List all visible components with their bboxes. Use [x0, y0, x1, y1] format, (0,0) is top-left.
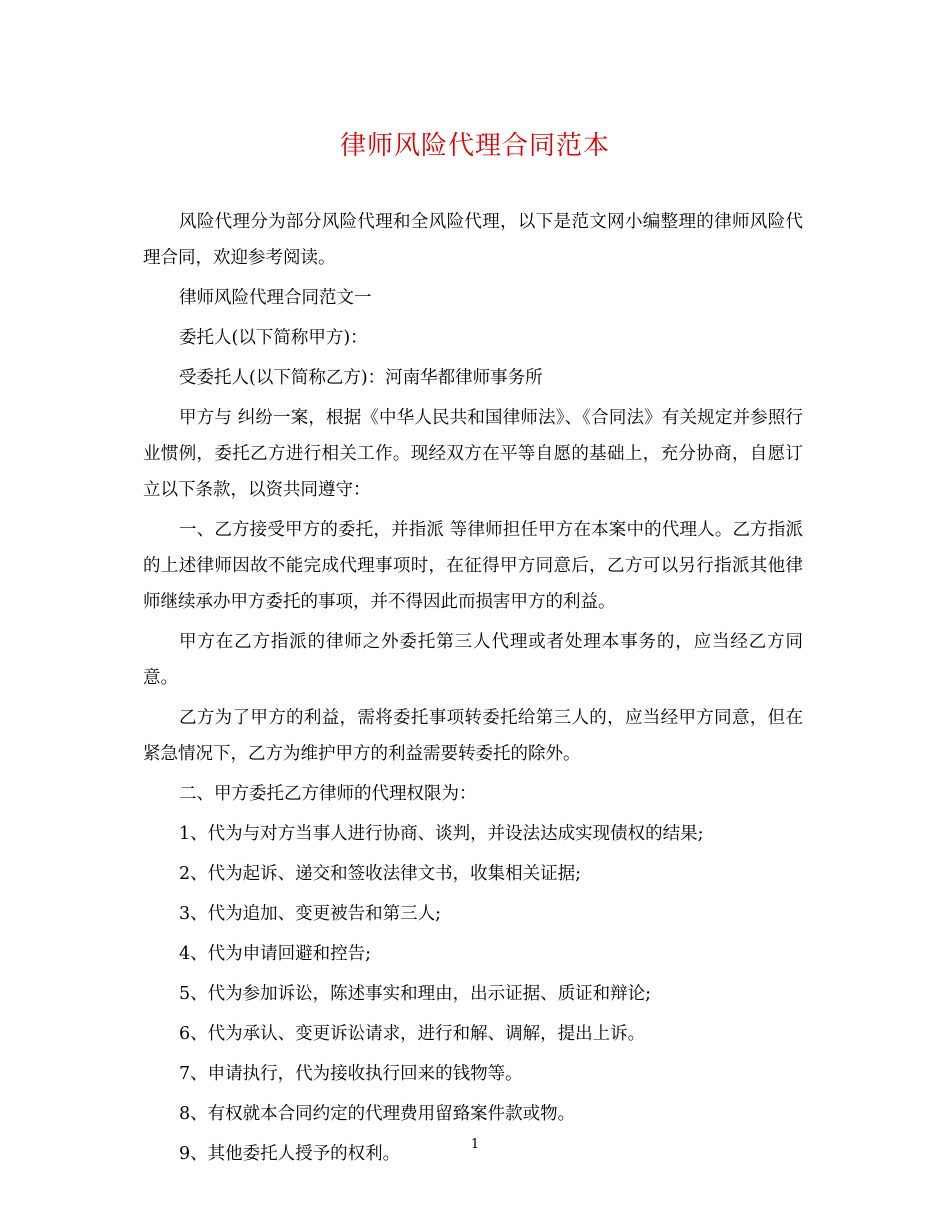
page-number: 1	[470, 1137, 480, 1152]
paragraph: 二、甲方委托乙方律师的代理权限为：	[179, 784, 477, 804]
paragraph: 6、代为承认、变更诉讼请求，进行和解、调解，提出上诉。	[179, 1024, 646, 1044]
paragraph: 5、代为参加诉讼，陈述事实和理由，出示证据、质证和辩论;	[179, 984, 652, 1004]
document-title: 律师风险代理合同范本	[339, 131, 610, 161]
paragraph: 7、申请执行，代为接收执行回来的钱物等。	[179, 1064, 523, 1084]
paragraph: 受委托人(以下简称乙方)：河南华都律师事务所	[179, 368, 543, 388]
paragraph: 乙方为了甲方的利益，需将委托事项转委托给第三人的，应当经甲方同意，但在紧急情况下，乙方为维护甲方的利益需要转委托的除外。	[143, 708, 803, 764]
paragraph: 9、其他委托人授予的权利。	[179, 1144, 401, 1164]
paragraph: 委托人(以下简称甲方)：	[179, 328, 368, 348]
paragraph: 1、代为与对方当事人进行协商、谈判，并设法达成实现债权的结果;	[179, 824, 704, 844]
paragraph: 4、代为申请回避和控告;	[179, 944, 372, 964]
paragraph: 一、乙方接受甲方的委托，并指派 等律师担任甲方在本案中的代理人。乙方指派的上述律师因故不能完成代理事项时，在征得甲方同意后，乙方可以另行指派其他律师继续承办甲方委托的事项，并不得因此而损害甲方的利益。	[143, 520, 803, 612]
paragraph: 风险代理分为部分风险代理和全风险代理，以下是范文网小编整理的律师风险代理合同，欢迎参考阅读。	[143, 212, 803, 268]
paragraph: 律师风险代理合同范文一	[179, 288, 372, 308]
paragraph: 3、代为追加、变更被告和第三人;	[179, 904, 442, 924]
document-body	[143, 204, 803, 1176]
paragraph: 8、有权就本合同约定的代理费用留臵案件款或物。	[179, 1104, 576, 1124]
paragraph: 甲方与 纠纷一案，根据《中华人民共和国律师法》、《合同法》有关规定并参照行业惯例，委托乙方进行相关工作。现经双方在平等自愿的基础上，充分协商，自愿订立以下条款，以资共同遵守：	[143, 408, 803, 500]
paragraph: 2、代为起诉、递交和签收法律文书，收集相关证据;	[179, 864, 582, 884]
paragraph: 甲方在乙方指派的律师之外委托第三人代理或者处理本事务的，应当经乙方同意。	[143, 632, 803, 688]
